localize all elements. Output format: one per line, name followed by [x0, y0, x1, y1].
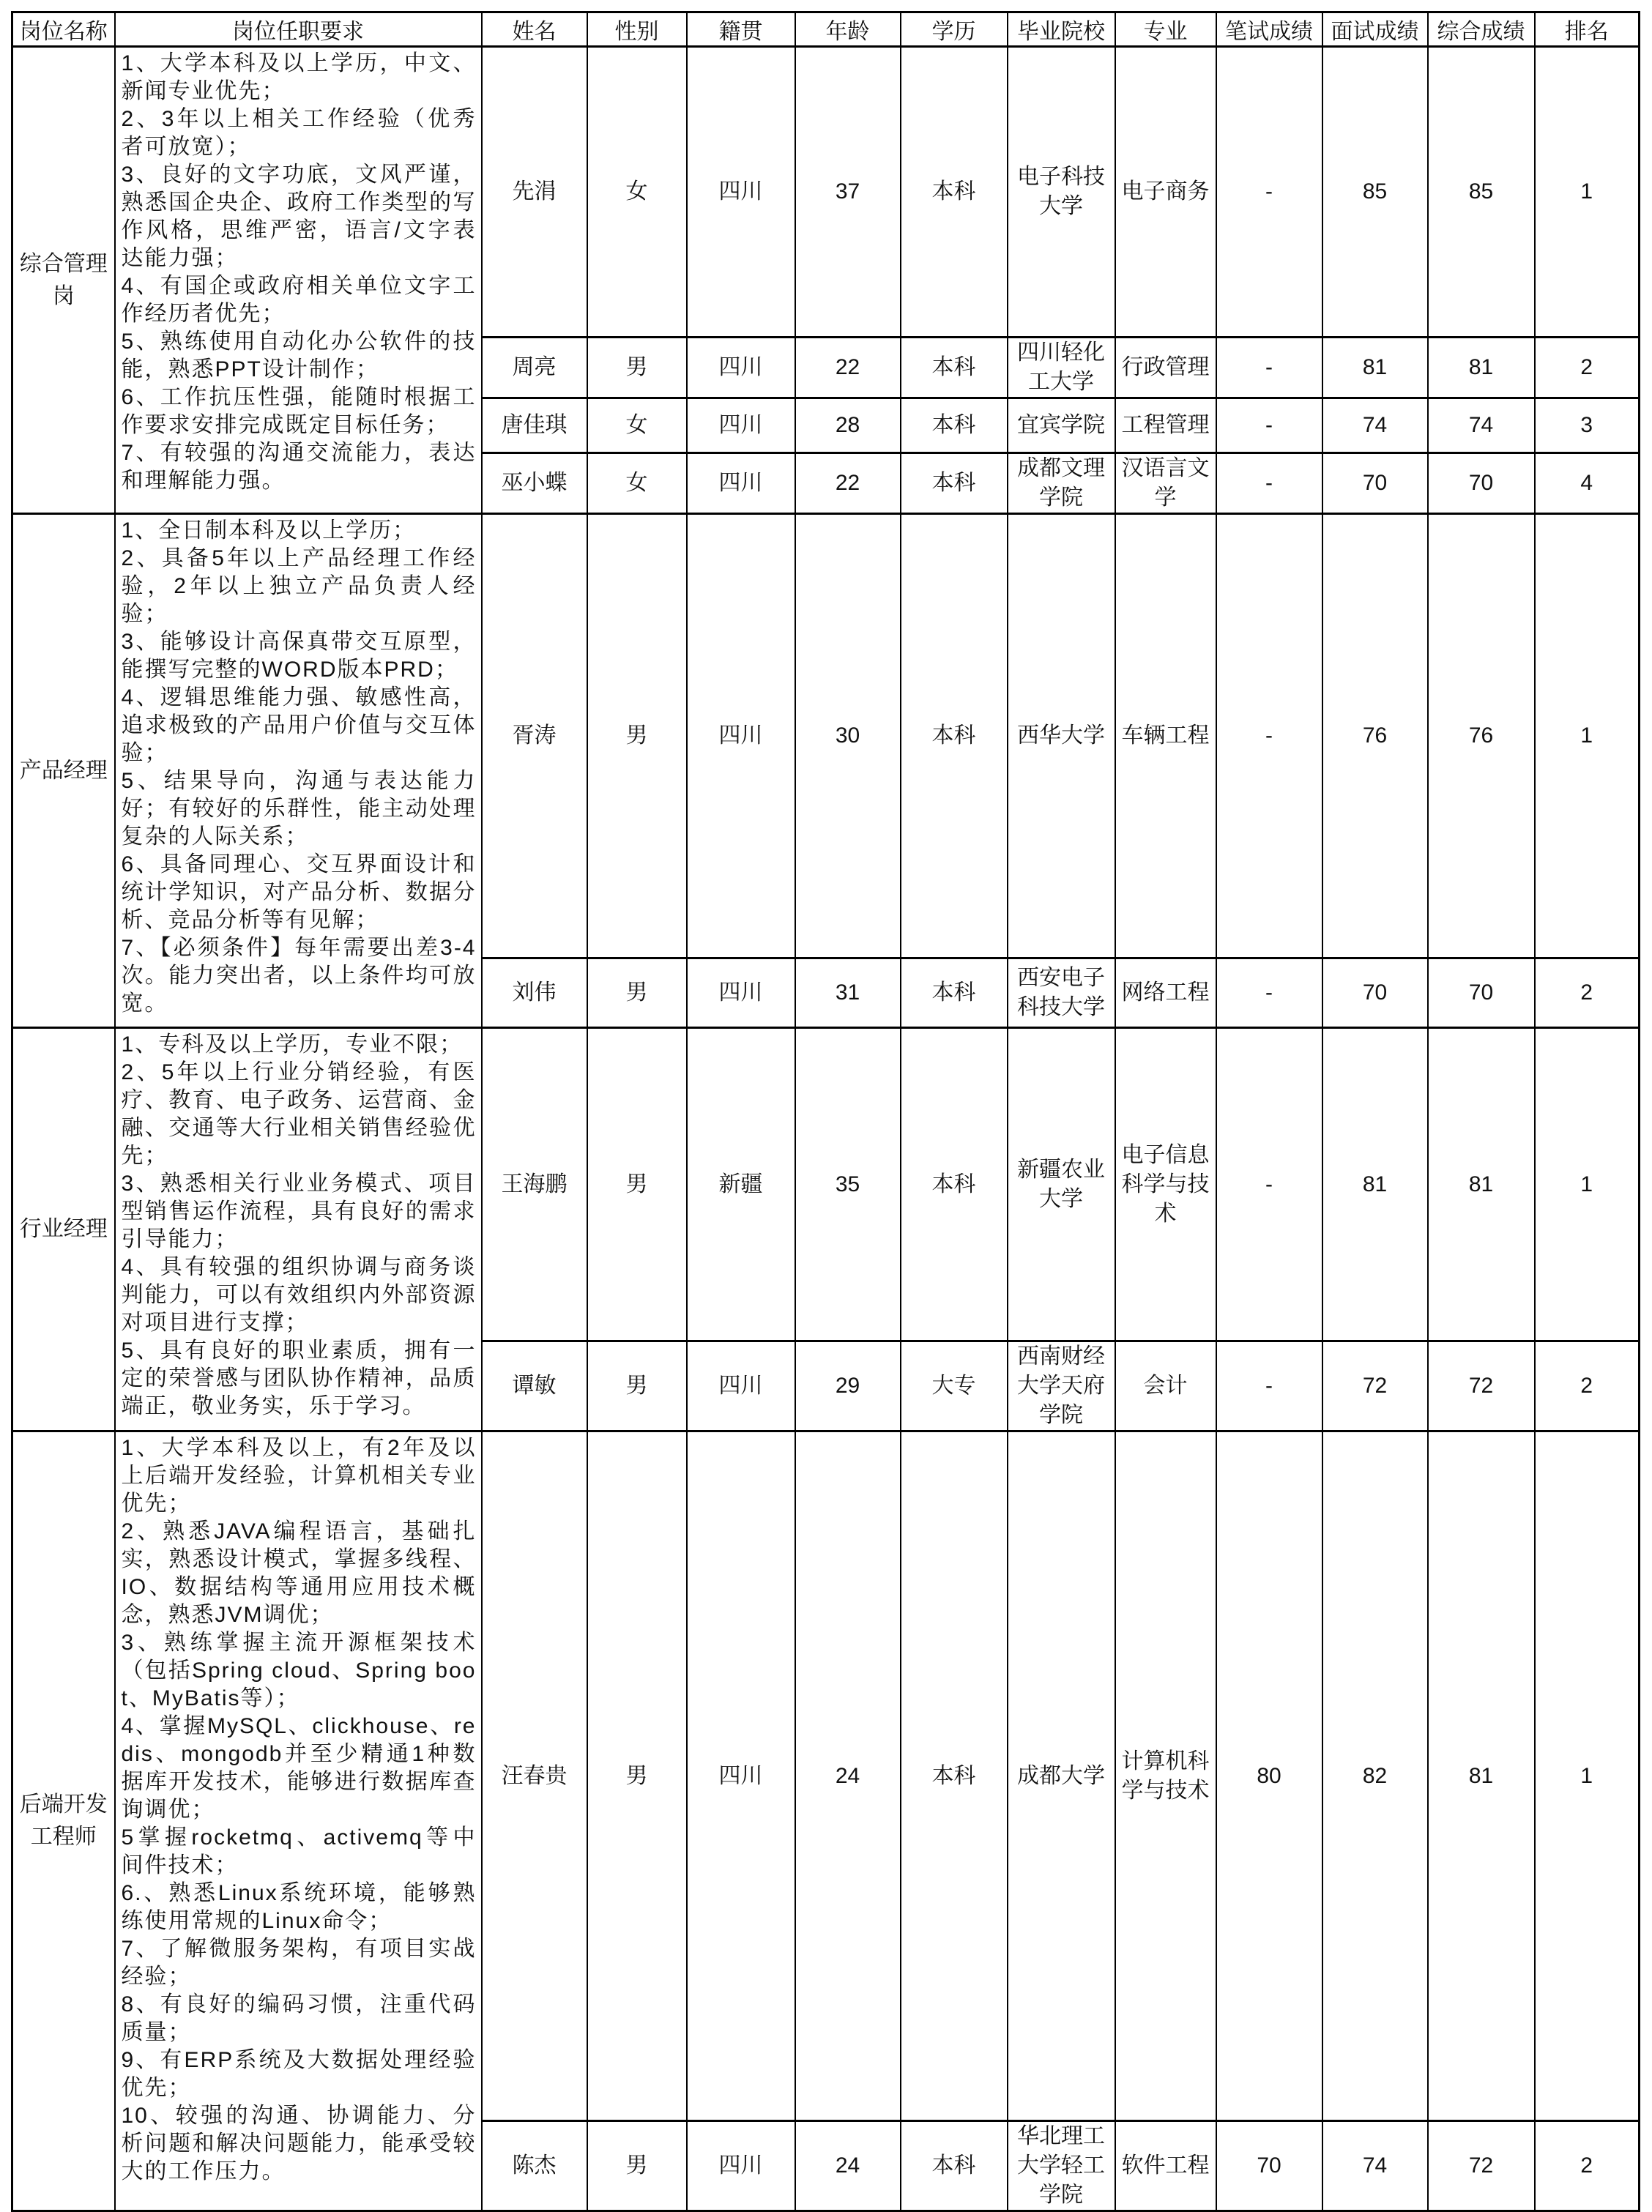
- cell-native-place: 四川: [687, 453, 795, 514]
- requirement-item: 9、有ERP系统及大数据处理经验优先；: [121, 2048, 477, 2100]
- cell-written-score: -: [1216, 47, 1322, 338]
- requirement-item: 10、较强的沟通、协调能力、分析问题和解决问题能力，能承受较大的工作压力。: [121, 2104, 477, 2183]
- cell-rank: 2: [1535, 338, 1640, 398]
- requirement-item: 5掌握rocketmq、activemq等中间件技术；: [121, 1825, 477, 1877]
- cell-age: 30: [795, 514, 901, 958]
- table-row: [12, 514, 1640, 958]
- requirement-item: 6、工作抗压性强，能随时根据工作要求安排完成既定目标任务；: [121, 385, 477, 437]
- col-header-major: 专业: [1115, 12, 1216, 47]
- cell-written-score: -: [1216, 1028, 1322, 1341]
- cell-education: 本科: [901, 514, 1008, 958]
- cell-rank: 2: [1535, 2121, 1640, 2211]
- cell-age: 24: [795, 1431, 901, 2121]
- cell-native-place: 四川: [687, 1341, 795, 1431]
- col-header-education: 学历: [901, 12, 1008, 47]
- cell-school: 西安电子科技大学: [1008, 958, 1115, 1028]
- cell-native-place: 新疆: [687, 1028, 795, 1341]
- recruitment-results-page: [0, 11, 1652, 2206]
- cell-overall-score: 81: [1428, 338, 1535, 398]
- requirement-item: 4、掌握MySQL、clickhouse、redis、mongodb并至少精通1种数据库开发技术，能够进行数据库查询调优；: [121, 1714, 477, 1822]
- cell-overall-score: 72: [1428, 1341, 1535, 1431]
- table-row: [12, 1431, 1640, 2121]
- requirement-item: 7、【必须条件】每年需要出差3-4次。能力突出者，以上条件均可放宽。: [121, 936, 477, 1016]
- requirement-item: 3、能够设计高保真带交互原型，能撰写完整的WORD版本PRD；: [121, 630, 477, 682]
- col-header-requirements: 岗位任职要求: [115, 12, 482, 47]
- cell-rank: 1: [1535, 1431, 1640, 2121]
- cell-interview-score: 81: [1322, 1028, 1428, 1341]
- cell-age: 31: [795, 958, 901, 1028]
- cell-gender: 男: [587, 1341, 687, 1431]
- col-header-written-score: 笔试成绩: [1216, 12, 1322, 47]
- cell-native-place: 四川: [687, 398, 795, 453]
- cell-overall-score: 70: [1428, 453, 1535, 514]
- cell-written-score: -: [1216, 958, 1322, 1028]
- cell-gender: 女: [587, 47, 687, 338]
- requirement-item: 7、有较强的沟通交流能力，表达和理解能力强。: [121, 441, 477, 493]
- requirement-item: 6、具备同理心、交互界面设计和统计学知识，对产品分析、数据分析、竞品分析等有见解；: [121, 852, 477, 932]
- cell-overall-score: 81: [1428, 1028, 1535, 1341]
- cell-name: 周亮: [482, 338, 587, 398]
- recruitment-results-table: [11, 11, 1640, 2212]
- cell-school: 电子科技大学: [1008, 47, 1115, 338]
- cell-written-score: -: [1216, 1341, 1322, 1431]
- requirement-item: 5、具有良好的职业素质，拥有一定的荣誉感与团队协作精神，品质端正，敬业务实，乐于学习。: [121, 1338, 477, 1418]
- requirements-cell: [115, 1431, 482, 2211]
- cell-education: 大专: [901, 1341, 1008, 1431]
- cell-education: 本科: [901, 47, 1008, 338]
- col-header-native-place: 籍贯: [687, 12, 795, 47]
- cell-name: 先涓: [482, 47, 587, 338]
- cell-school: 宜宾学院: [1008, 398, 1115, 453]
- cell-age: 24: [795, 2121, 901, 2211]
- cell-age: 22: [795, 453, 901, 514]
- position-cell: 后端开发工程师: [12, 1431, 115, 2211]
- requirement-item: 4、有国企或政府相关单位文字工作经历者优先；: [121, 274, 477, 326]
- cell-age: 37: [795, 47, 901, 338]
- requirement-item: 3、熟悉相关行业业务模式、项目型销售运作流程，具有良好的需求引导能力；: [121, 1172, 477, 1251]
- requirement-item: 2、3年以上相关工作经验（优秀者可放宽）；: [121, 107, 477, 159]
- cell-education: 本科: [901, 1431, 1008, 2121]
- cell-school: 华北理工大学轻工学院: [1008, 2121, 1115, 2211]
- cell-school: 成都大学: [1008, 1431, 1115, 2121]
- position-cell: 产品经理: [12, 514, 115, 1028]
- cell-rank: 3: [1535, 398, 1640, 453]
- col-header-rank: 排名: [1535, 12, 1640, 47]
- cell-major: 电子商务: [1115, 47, 1216, 338]
- cell-native-place: 四川: [687, 1431, 795, 2121]
- cell-native-place: 四川: [687, 2121, 795, 2211]
- cell-rank: 4: [1535, 453, 1640, 514]
- cell-overall-score: 74: [1428, 398, 1535, 453]
- cell-rank: 2: [1535, 1341, 1640, 1431]
- cell-major: 车辆工程: [1115, 514, 1216, 958]
- cell-school: 成都文理学院: [1008, 453, 1115, 514]
- requirement-item: 2、具备5年以上产品经理工作经验，2年以上独立产品负责人经验；: [121, 546, 477, 626]
- requirements-cell: [115, 514, 482, 1028]
- cell-education: 本科: [901, 453, 1008, 514]
- cell-gender: 男: [587, 1431, 687, 2121]
- cell-gender: 女: [587, 398, 687, 453]
- cell-education: 本科: [901, 2121, 1008, 2211]
- requirements-cell: [115, 47, 482, 514]
- cell-interview-score: 74: [1322, 2121, 1428, 2211]
- cell-gender: 女: [587, 453, 687, 514]
- cell-name: 巫小蝶: [482, 453, 587, 514]
- col-header-gender: 性别: [587, 12, 687, 47]
- table-row: [12, 1028, 1640, 1341]
- cell-major: 电子信息科学与技术: [1115, 1028, 1216, 1341]
- cell-name: 汪春贵: [482, 1431, 587, 2121]
- cell-major: 网络工程: [1115, 958, 1216, 1028]
- requirement-item: 8、有良好的编码习惯，注重代码质量；: [121, 1992, 477, 2044]
- cell-overall-score: 81: [1428, 1431, 1535, 2121]
- cell-written-score: -: [1216, 398, 1322, 453]
- cell-interview-score: 81: [1322, 338, 1428, 398]
- cell-education: 本科: [901, 338, 1008, 398]
- cell-major: 软件工程: [1115, 2121, 1216, 2211]
- requirement-item: 2、熟悉JAVA编程语言，基础扎实，熟悉设计模式，掌握多线程、IO、数据结构等通用应用技术概念，熟悉JVM调优；: [121, 1519, 477, 1627]
- cell-education: 本科: [901, 958, 1008, 1028]
- cell-name: 唐佳琪: [482, 398, 587, 453]
- cell-gender: 男: [587, 2121, 687, 2211]
- cell-gender: 男: [587, 1028, 687, 1341]
- cell-native-place: 四川: [687, 514, 795, 958]
- cell-written-score: 70: [1216, 2121, 1322, 2211]
- cell-gender: 男: [587, 338, 687, 398]
- cell-name: 胥涛: [482, 514, 587, 958]
- col-header-overall-score: 综合成绩: [1428, 12, 1535, 47]
- requirement-item: 1、大学本科及以上学历，中文、新闻专业优先；: [121, 51, 477, 103]
- cell-native-place: 四川: [687, 338, 795, 398]
- cell-written-score: -: [1216, 453, 1322, 514]
- cell-age: 29: [795, 1341, 901, 1431]
- cell-name: 陈杰: [482, 2121, 587, 2211]
- cell-rank: 1: [1535, 47, 1640, 338]
- requirement-item: 5、熟练使用自动化办公软件的技能，熟悉PPT设计制作；: [121, 329, 477, 381]
- cell-gender: 男: [587, 514, 687, 958]
- requirement-item: 1、专科及以上学历，专业不限；: [121, 1032, 464, 1057]
- requirements-cell: [115, 1028, 482, 1431]
- requirement-item: 2、5年以上行业分销经验，有医疗、教育、电子政务、运营商、金融、交通等大行业相关销售经验优先；: [121, 1060, 477, 1168]
- cell-interview-score: 72: [1322, 1341, 1428, 1431]
- cell-education: 本科: [901, 1028, 1008, 1341]
- cell-interview-score: 82: [1322, 1431, 1428, 2121]
- table-row: [12, 47, 1640, 338]
- cell-rank: 1: [1535, 1028, 1640, 1341]
- requirement-item: 4、具有较强的组织协调与商务谈判能力，可以有效组织内外部资源对项目进行支撑；: [121, 1255, 477, 1335]
- col-header-position: 岗位名称: [12, 12, 115, 47]
- cell-native-place: 四川: [687, 47, 795, 338]
- cell-name: 谭敏: [482, 1341, 587, 1431]
- col-header-age: 年龄: [795, 12, 901, 47]
- cell-interview-score: 85: [1322, 47, 1428, 338]
- cell-interview-score: 76: [1322, 514, 1428, 958]
- cell-age: 28: [795, 398, 901, 453]
- cell-age: 35: [795, 1028, 901, 1341]
- cell-overall-score: 72: [1428, 2121, 1535, 2211]
- cell-name: 刘伟: [482, 958, 587, 1028]
- cell-interview-score: 70: [1322, 453, 1428, 514]
- col-header-school: 毕业院校: [1008, 12, 1115, 47]
- cell-written-score: -: [1216, 338, 1322, 398]
- col-header-interview-score: 面试成绩: [1322, 12, 1428, 47]
- col-header-name: 姓名: [482, 12, 587, 47]
- cell-education: 本科: [901, 398, 1008, 453]
- cell-interview-score: 70: [1322, 958, 1428, 1028]
- cell-name: 王海鹏: [482, 1028, 587, 1341]
- cell-school: 新疆农业大学: [1008, 1028, 1115, 1341]
- cell-native-place: 四川: [687, 958, 795, 1028]
- header-row: [12, 12, 1640, 47]
- cell-major: 汉语言文学: [1115, 453, 1216, 514]
- position-cell: 综合管理岗: [12, 47, 115, 514]
- cell-major: 会计: [1115, 1341, 1216, 1431]
- cell-interview-score: 74: [1322, 398, 1428, 453]
- cell-major: 计算机科学与技术: [1115, 1431, 1216, 2121]
- requirement-item: 5、结果导向，沟通与表达能力好；有较好的乐群性，能主动处理复杂的人际关系；: [121, 769, 477, 849]
- cell-rank: 1: [1535, 514, 1640, 958]
- cell-overall-score: 76: [1428, 514, 1535, 958]
- cell-school: 西南财经大学天府学院: [1008, 1341, 1115, 1431]
- cell-overall-score: 85: [1428, 47, 1535, 338]
- cell-overall-score: 70: [1428, 958, 1535, 1028]
- cell-written-score: -: [1216, 514, 1322, 958]
- cell-major: 工程管理: [1115, 398, 1216, 453]
- position-cell: 行业经理: [12, 1028, 115, 1431]
- cell-rank: 2: [1535, 958, 1640, 1028]
- requirement-item: 1、大学本科及以上，有2年及以上后端开发经验，计算机相关专业优先；: [121, 1436, 477, 1516]
- cell-age: 22: [795, 338, 901, 398]
- cell-school: 四川轻化工大学: [1008, 338, 1115, 398]
- cell-major: 行政管理: [1115, 338, 1216, 398]
- cell-school: 西华大学: [1008, 514, 1115, 958]
- requirement-item: 6.、熟悉Linux系统环境，能够熟练使用常规的Linux命令；: [121, 1881, 477, 1933]
- requirement-item: 3、良好的文字功底，文风严谨，熟悉国企央企、政府工作类型的写作风格，思维严密，语言/文字表达能力强；: [121, 163, 477, 270]
- cell-written-score: 80: [1216, 1431, 1322, 2121]
- requirement-item: 1、全日制本科及以上学历；: [121, 518, 417, 543]
- requirement-item: 7、了解微服务架构，有项目实战经验；: [121, 1937, 477, 1989]
- requirement-item: 4、逻辑思维能力强、敏感性高，追求极致的产品用户价值与交互体验；: [121, 685, 477, 765]
- cell-gender: 男: [587, 958, 687, 1028]
- requirement-item: 3、熟练掌握主流开源框架技术（包括Spring cloud、Spring boot、MyBatis等）；: [121, 1631, 477, 1710]
